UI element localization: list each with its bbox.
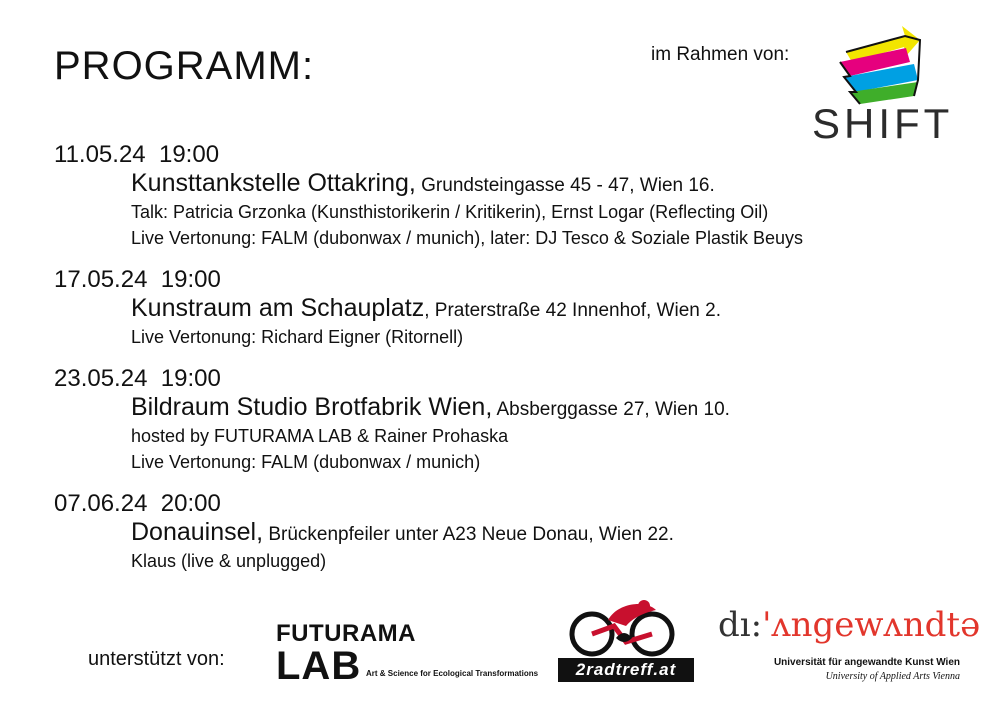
angewandte-name-en: University of Applied Arts Vienna: [825, 671, 960, 682]
radtreff-text: 2radtreff.at: [558, 658, 694, 682]
event-venue-line: Kunstraum am Schauplatz, Praterstraße 42 Innenhof, Wien 2.: [131, 294, 721, 322]
event-datetime: [54, 265, 974, 295]
angewandte-logo: [718, 605, 981, 685]
shift-logo-text: SHIFT: [812, 100, 954, 147]
event-address: Absberggasse 27, Wien 10.: [496, 399, 730, 420]
futurama-word: FUTURAMA: [276, 620, 416, 647]
event-venue: Kunstraum am Schauplatz: [131, 294, 425, 322]
event-datetime: [54, 364, 974, 394]
event-time: 19:00: [158, 141, 220, 168]
event-info: Live Vertonung: FALM (dubonwax / munich), later: DJ Tesco & Soziale Plastik Beuys: [131, 228, 803, 248]
event-datetime: [54, 140, 974, 170]
event-address: Grundsteingasse 45 - 47, Wien 16.: [421, 175, 715, 196]
event-time: 19:00: [160, 266, 221, 293]
event-address: Brückenpfeiler unter A23 Neue Donau, Wien 22.: [268, 524, 674, 545]
event-time: 20:00: [160, 490, 221, 517]
event-item: [54, 265, 974, 350]
event-date: 07.06.24: [54, 490, 148, 517]
event-venue: Bildraum Studio Brotfabrik Wien: [131, 393, 486, 421]
event-venue: Donauinsel: [131, 518, 257, 546]
angewandte-name-de: Universität für angewandte Kunst Wien: [773, 657, 960, 668]
event-date: 23.05.24: [54, 365, 148, 392]
page-title: PROGRAMM:: [54, 44, 315, 88]
event-datetime: [54, 489, 974, 519]
event-info: Talk: Patricia Grzonka (Kunsthistorikerin / Kritikerin), Ernst Logar (Reflecting Oil): [131, 202, 769, 222]
futurama-lab-logo: [276, 620, 539, 688]
lab-word: LAB: [276, 644, 362, 688]
bicycle-icon: [556, 598, 696, 660]
support-label: unterstützt von:: [88, 648, 225, 670]
event-item: [54, 364, 974, 475]
futurama-tagline: Art & Science for Ecological Transformations: [366, 669, 539, 678]
event-venue: Kunsttankstelle Ottakring: [131, 169, 409, 197]
event-venue-line: Donauinsel, Brückenpfeiler unter A23 Neue Donau, Wien 22.: [131, 518, 674, 546]
event-address: Praterstraße 42 Innenhof, Wien 2.: [434, 300, 721, 321]
event-item: [54, 489, 974, 574]
event-item: [54, 140, 974, 251]
event-date: 17.05.24: [54, 266, 148, 293]
radtreff-logo: [556, 598, 696, 684]
event-info: Live Vertonung: FALM (dubonwax / munich): [131, 452, 481, 472]
angewandte-wordmark: dı:'ʌngewʌndtə: [718, 605, 981, 645]
event-date: 11.05.24: [54, 141, 146, 168]
event-info: Klaus (live & unplugged): [131, 551, 327, 571]
event-venue-line: Kunsttankstelle Ottakring, Grundsteingasse 45 - 47, Wien 16.: [131, 169, 715, 197]
program-list: [54, 140, 974, 588]
event-venue-line: Bildraum Studio Brotfabrik Wien, Absberggasse 27, Wien 10.: [131, 393, 730, 421]
event-info: hosted by FUTURAMA LAB & Rainer Prohaska: [131, 426, 509, 446]
context-label: im Rahmen von:: [651, 44, 790, 65]
event-time: 19:00: [160, 365, 221, 392]
event-info: Live Vertonung: Richard Eigner (Ritornell): [131, 327, 464, 347]
